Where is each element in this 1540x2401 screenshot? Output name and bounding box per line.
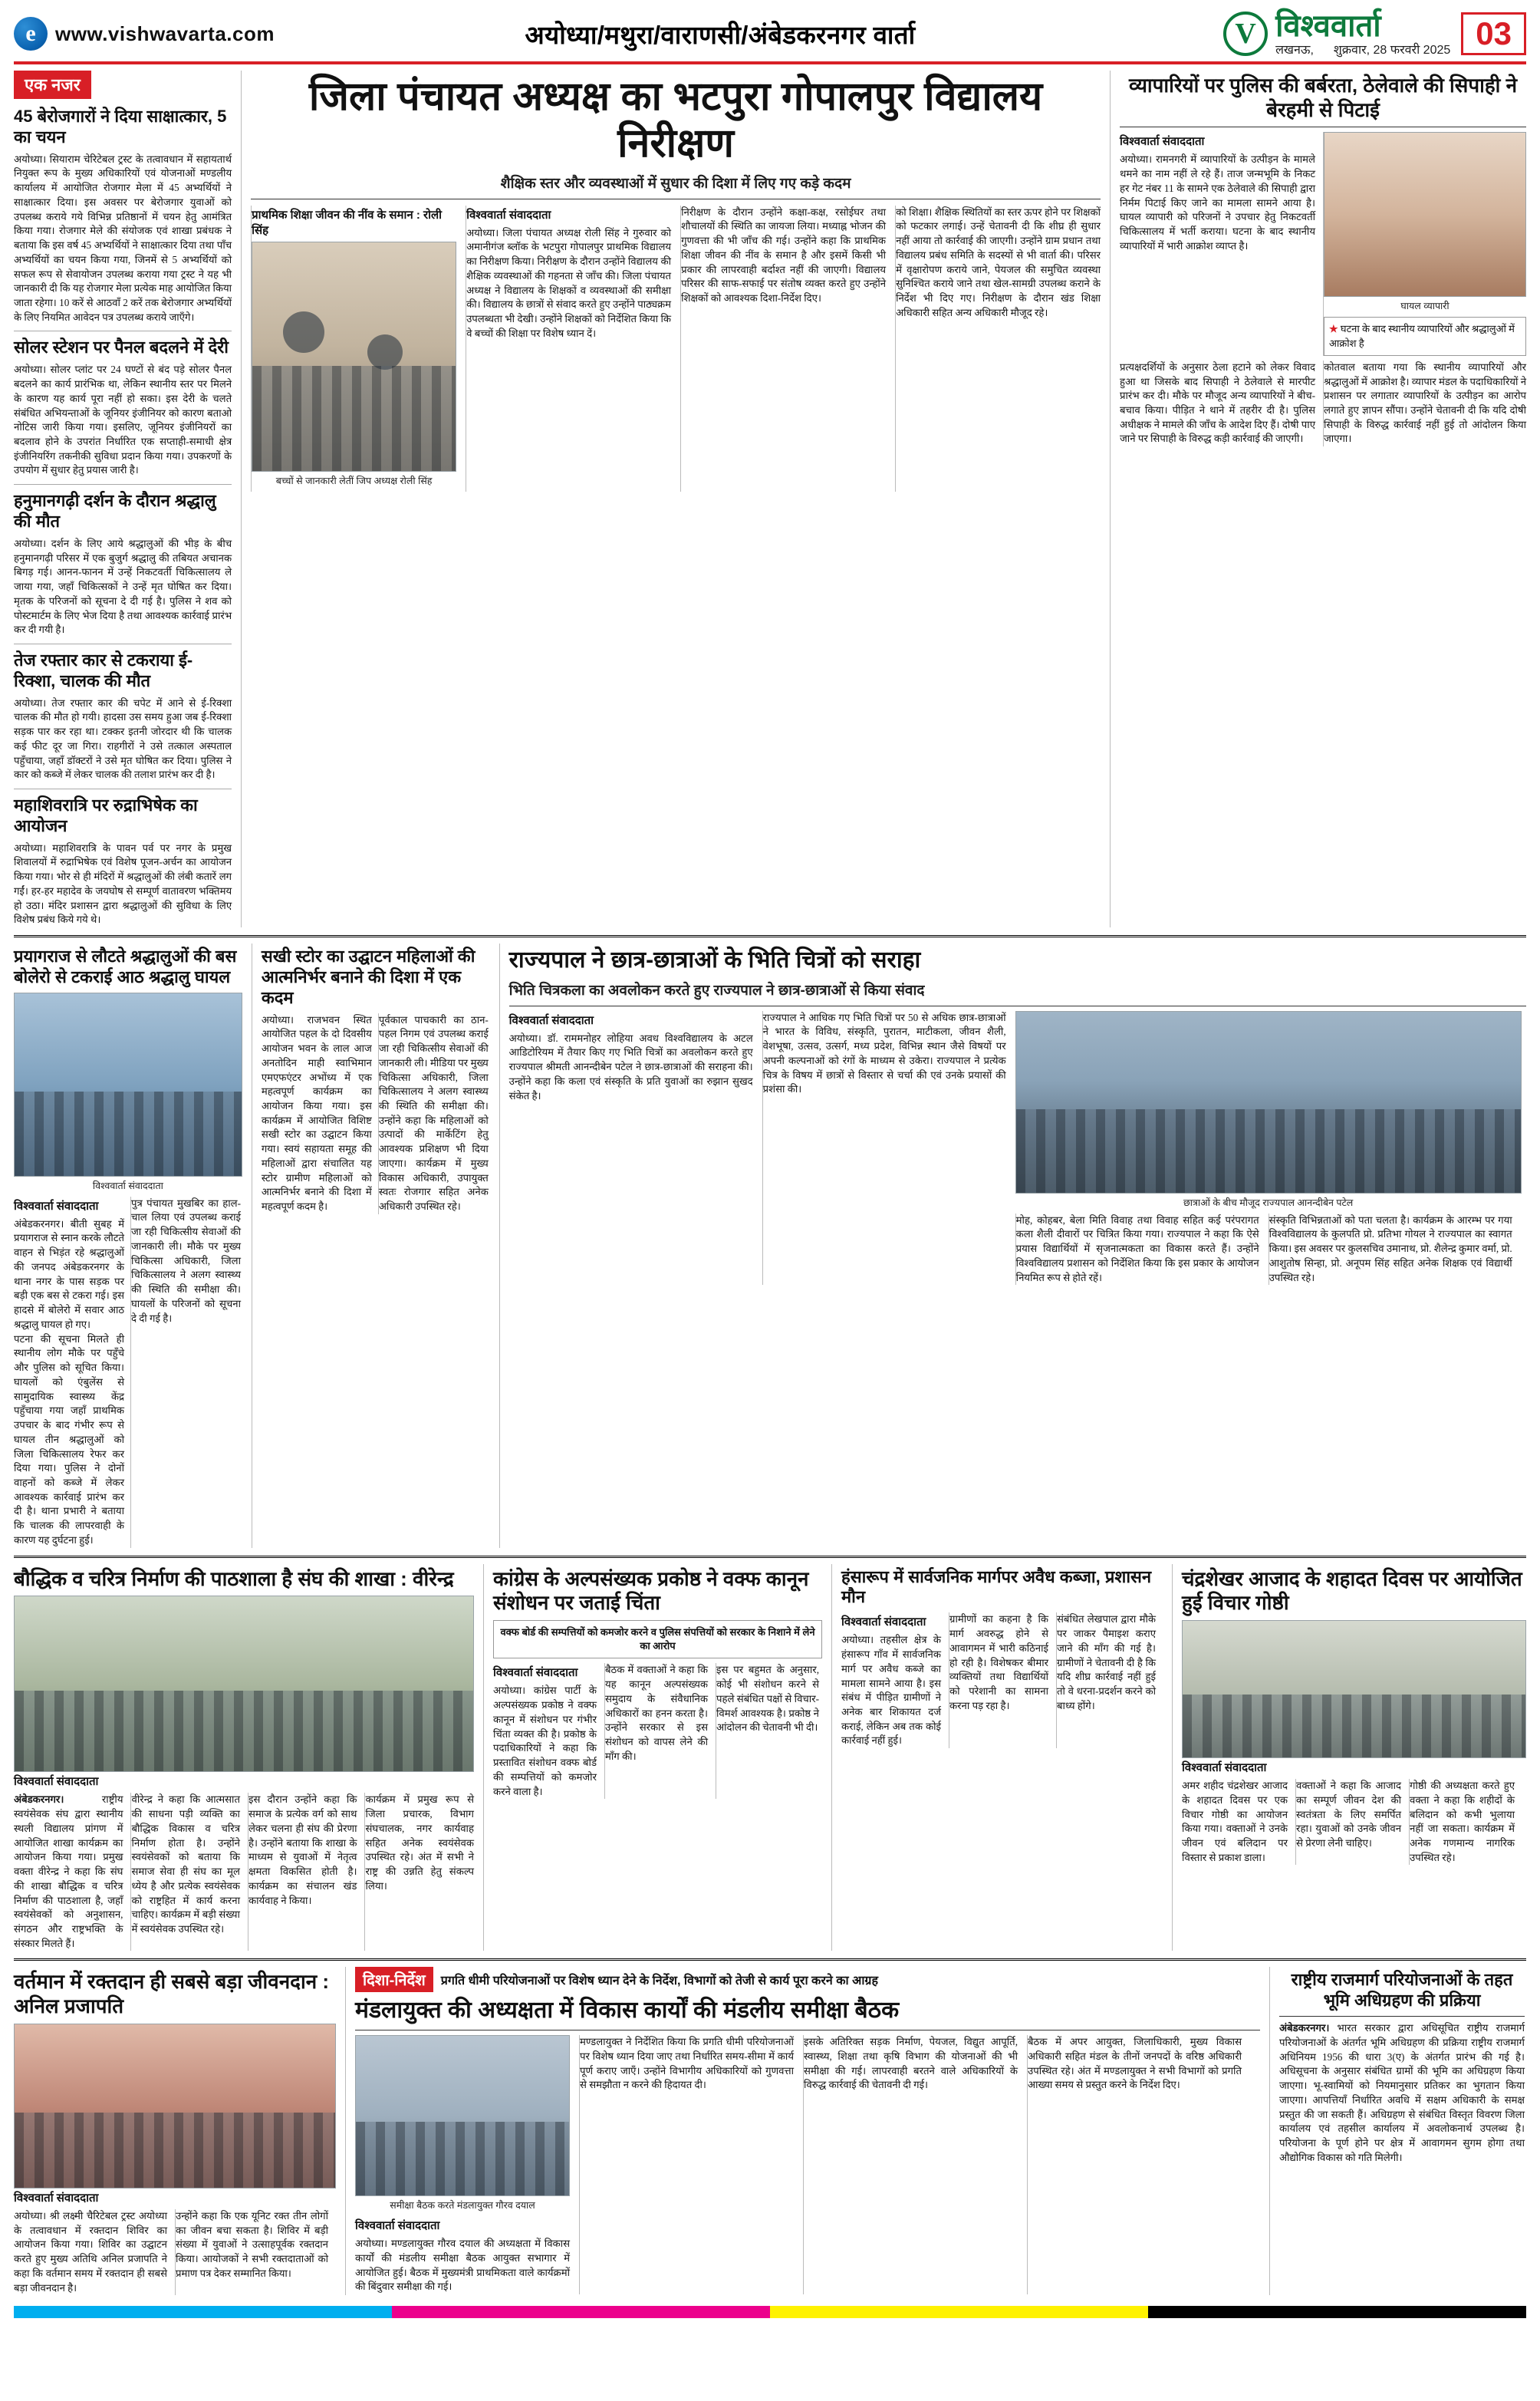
blood-byline: विश्ववार्ता संवाददाता [14,2191,99,2205]
story-review-meeting [355,1967,1260,2295]
azad-byline: विश्ववार्ता संवाददाता [1182,1761,1267,1775]
edition-title: अयोध्या/मथुरा/वाराणसी/अंबेडकरनगर वार्ता [525,20,916,49]
lead-byline: विश्ववार्ता संवाददाता [466,208,551,222]
right-top-photo [1324,132,1526,297]
blood-photo [14,2024,336,2189]
governor-col1: अयोध्या। डॉ. राममनोहर लोहिया अवध विश्वविद्यालय के अटल आडिटोरियम में तैयार किए गए भिति चित्रों का अवलोकन करते हुए राज्यपाल श्रीमती आनन्दीबेन पटेल ने छात्र-छात्राओं की सराहना की। उन्होंने कहा कि कला एवं संस्कृति के प्रति युवाओं का रुझान सुखद संकेत है। [508,1032,753,1102]
masthead-right [1097,11,1526,57]
sakhi-col2: पूर्वकाल पाचकारी का ठान-पहल निगम एवं उपलब्ध कराई जा रही चिकित्सीय सेवाओं की जानकारी ली। मीडिया पर मुख्य चिकित्सा अधिकारी, जिला चिकित्सालय ने अलग स्वास्थ्य की स्थिति की समीक्षा की। उन्होंने कहा कि महिलाओं को उत्पादों की मार्केटिंग हेतु आवश्यक प्रशिक्षण भी दिया जाएगा। कार्यक्रम में मुख्य विकास अधिकारी, उपायुक्त स्वतः रोजगार सहित अनेक अधिकारी उपस्थित रहे। [378,1013,489,1213]
row4 [14,1564,1526,1951]
governor-photo [1015,1011,1522,1194]
top-section [14,71,1526,927]
review-strip-text: प्रगति धीमी परियोजनाओं पर विशेष ध्यान देने के निर्देश, विभागों को तेजी से कार्य पूरा करने का आग्रह [440,1974,878,1988]
bus-accident-col3: पुत्र पंचायत मुखबिर का हाल-चाल लिया एवं उपलब्ध कराई जा रही चिकित्सीय सेवाओं की जानकारी ली। मौके पर मुख्य चिकित्सा अधिकारी, जिला चिकित्सालय ने अलग स्वास्थ्य की स्थिति की समीक्षा की। घायलों के परिजनों को सूचना दे दी गई है। [131,1197,241,1324]
lead-headline[interactable]: जिला पंचायत अध्यक्ष का भटपुरा गोपालपुर विद्यालय निरीक्षण [308,74,1043,166]
brief-headline-5[interactable]: महाशिवरात्रि पर रुद्राभिषेक का आयोजन [14,795,198,835]
right-top-col3: कोतवाल बताया गया कि स्थानीय व्यापारियों और श्रद्धालुओं में आक्रोश है। व्यापार मंडल के पदाधिकारियों ने प्रशासन पर लगातार व्यापारियों के उत्पीड़न का आरोप लगाते हुए ज्ञापन सौंपा। उन्होंने चेतावनी दी कि यदि दोषी सिपाही के विरुद्ध कार्रवाई नहीं हुई तो आंदोलन किया जाएगा। [1324,361,1527,445]
masthead [14,11,1526,64]
story-sangh-shakha [14,1564,474,1951]
brief-body-3: अयोध्या। दर्शन के लिए आये श्रद्धालुओं की भीड़ के बीच हनुमानगढ़ी परिसर में एक बुजुर्ग श्रद्धालु की तबियत अचानक बिगड़ गई। आनन-फानन में उन्हें निकटवर्ती चिकित्सालय ले जाया गया, जहाँ चिकित्सकों ने उन्हें मृत घोषित कर दिया। मृतक के परिजनों को सूचना दे दी गई है। पुलिस ने शव को पोस्टमार्टम के लिए भेज दिया है तथा आवश्यक कार्रवाई प्रारंभ कर दी गयी है। [14,537,232,636]
encroachment-headline[interactable]: हंसारूप में सार्वजनिक मार्गपर अवैध कब्जा, प्रशासन मौन [841,1566,1152,1607]
azad-col1: अमर शहीद चंद्रशेखर आजाद के शहादत दिवस पर एक विचार गोष्ठी का आयोजन किया गया। वक्ताओं ने उनके जीवन एवं बलिदान पर विस्तार से प्रकाश डाला। [1182,1780,1288,1863]
page-number: 03 [1461,12,1526,55]
sangh-col2: वीरेन्द्र ने कहा कि आत्मसात की साधना पड़ी व्यक्ति का बौद्धिक विकास व चरित्र निर्माण होता है। उन्होंने स्वयंसेवकों को बताया कि समाज सेवा ही संघ का मूल ध्येय है और प्रत्येक स्वयंसेवक को राष्ट्रहित में कार्य करना चाहिए। कार्यक्रम में बड़ी संख्या में स्वयंसेवक उपस्थित रहे। [131,1793,240,1935]
azad-col2: वक्ताओं ने कहा कि आजाद का सम्पूर्ण जीवन देश की स्वतंत्रता के लिए समर्पित रहा। युवाओं को उनके जीवन से प्रेरणा लेनी चाहिए। [1296,1780,1402,1849]
bus-accident-byline: विश्ववार्ता संवाददाता [14,1199,99,1213]
right-top-byline: विश्ववार्ता संवाददाता [1120,135,1205,149]
encroachment-byline: विश्ववार्ता संवाददाता [841,1615,926,1629]
lead-kicker: प्राथमिक शिक्षा जीवन की नींव के समान : रोली सिंह [252,208,443,237]
sangh-headline[interactable]: बौद्धिक व चरित्र निर्माण की पाठशाला है संघ की शाखा : वीरेन्द्र [14,1566,454,1590]
governor-byline: विश्ववार्ता संवाददाता [508,1013,594,1027]
sangh-col1: राष्ट्रीय स्वयंसेवक संघ द्वारा स्थानीय स्थली विद्यालय प्रांगण में आयोजित शाखा कार्यक्रम का आयोजन किया गया। प्रमुख वक्ता वीरेन्द्र ने कहा कि संघ की शाखा बौद्धिक व चरित्र निर्माण की पाठशाला है, जहाँ स्वयंसेवकों को अनुशासन, संगठन और राष्ट्रभक्ति के संस्कार मिलते हैं। [14,1793,123,1949]
waqf-col1: अयोध्या। कांग्रेस पार्टी के अल्पसंख्यक प्रकोष्ठ ने वक्फ कानून में संशोधन पर गंभीर चिंता व्यक्त की है। प्रकोष्ठ के पदाधिकारियों ने कहा कि प्रस्तावित संशोधन वक्फ बोर्ड की सम्पत्तियों को कमजोर करने वाला है। [493,1685,597,1797]
right-top-photo-caption: घायल व्यापारी [1400,301,1450,312]
disha-nirdesh-badge: दिशा-निर्देश [355,1967,433,1992]
brand-logo [1223,11,1450,57]
story-sakhi-store [262,944,490,1548]
cmyk-black [1148,2306,1526,2318]
sakhi-headline[interactable]: सखी स्टोर का उद्घाटन महिलाओं की आत्मनिर्भर बनाने की दिशा में एक कदम [261,947,475,1007]
sangh-dateline: अंबेडकरनगर। [14,1793,64,1806]
azad-photo [1182,1620,1526,1758]
cmyk-cyan [14,2306,392,2318]
story-encroachment [841,1564,1163,1951]
cmyk-registration-strip [14,2306,1526,2318]
governor-headline[interactable]: राज्यपाल ने छात्र-छात्राओं के भिति चित्रों को सराहा [508,947,921,973]
blood-col1: अयोध्या। श्री लक्ष्मी चैरिटेबल ट्रस्ट अयोध्या के तत्वावधान में रक्तदान शिविर का आयोजन किया गया। शिविर का उद्घाटन करते हुए मुख्य अतिथि अनिल प्रजापति ने कहा कि वर्तमान समय में रक्तदान ही सबसे बड़ा जीवनदान है। [14,2209,167,2294]
masthead-left [14,17,344,51]
brief-body-5: अयोध्या। महाशिवरात्रि के पावन पर्व पर नगर के प्रमुख शिवालयों में रुद्राभिषेक एवं विशेष पूजन-अर्चन का आयोजन किया गया। भोर से ही मंदिरों में श्रद्धालुओं की लंबी कतारें लग गईं। हर-हर महादेव के जयघोष से सम्पूर्ण वातावरण भक्तिमय हो उठा। मंदिर प्रशासन द्वारा श्रद्धालुओं की सुविधा के लिए विशेष प्रबंध किये गये थे। [14,842,232,926]
brief-headline-2[interactable]: सोलर स्टेशन पर पैनल बदलने में देरी [14,338,229,357]
encroachment-col1: अयोध्या। तहसील क्षेत्र के हंसारूप गाँव में सार्वजनिक मार्ग पर अवैध कब्जे का मामला सामने आया है। इस संबंध में पीड़ित ग्रामीणों ने अनेक बार शिकायत दर्ज कराई, लेकिन अब तक कोई कार्रवाई नहीं हुई। [841,1634,942,1747]
city-label: लखनऊ, [1275,44,1314,57]
ek-nazar-column [14,71,232,927]
review-photo-caption: समीक्षा बैठक करते मंडलायुक्त गौरव दयाल [390,2200,535,2212]
bus-accident-col1: अंबेडकरनगर। बीती सुबह में प्रयागराज से स्नान करके लौटते वाहन से भिड़ंत रहे श्रद्धालुओं की जनपद अंबेडकरनगर के थाना नगर के पास सड़क पर बड़ी एक बस से टकरा गई। इस हादसे में बोलेरो में सवार आठ श्रद्धालु घायल हो गए। [14,1217,124,1330]
row5 [14,1967,1526,2295]
row3 [14,944,1526,1548]
story-governor [509,944,1526,1548]
bus-accident-caption: विश्ववार्ता संवाददाता [92,1180,163,1191]
sangh-col3: इस दौरान उन्होंने कहा कि समाज के प्रत्येक वर्ग को साथ लेकर चलना ही संघ की प्रेरणा है। उन्होंने बताया कि शाखा के माध्यम से युवाओं में नेतृत्व क्षमता विकसित होती है। कार्यक्रम का संचालन खंड कार्यवाह ने किया। [248,1793,357,1906]
lead-story [251,71,1101,927]
ek-nazar-kicker: एक नजर [14,71,91,99]
right-top-col1: अयोध्या। रामनगरी में व्यापारियों के उत्पीड़न के मामले थमने का नाम नहीं ले रहे हैं। ताज जन्मभूमि के निकट हर गेट नंबर 11 के सामने एक ठेलेवाले की सिपाही द्वारा निर्मम पिटाई किए जाने का मामला सामने आया है। घायल व्यापारी को परिजनों ने उपचार हेतु निकटवर्ती चिकित्सालय में भर्ती कराया। घटना के बाद स्थानीय व्यापारियों में भारी आक्रोश व्याप्त है। [1120,153,1316,252]
right-top-col2: प्रत्यक्षदर्शियों के अनुसार ठेला हटाने को लेकर विवाद हुआ था जिसके बाद सिपाही ने ठेलेवाले से मारपीट प्रारंभ कर दी। मौके पर मौजूद अन्य व्यापारियों ने बीच-बचाव किया। पीड़ित ने थाने में तहरीर दी है। पुलिस अधीक्षक ने मामले की जाँच के आदेश दिए हैं। दोषी पाए जाने पर सिपाही के विरुद्ध कड़ी कार्रवाई की जाएगी। [1120,361,1316,445]
governor-col2: राज्यपाल ने आधिक गए भिति चित्रों पर 50 से अधिक छात्र-छात्राओं ने भारत के विविध, संस्कृति, पुरातन, माटीकला, जीवन शैली, वेशभूषा, उत्सव, उत्सर्ग, मध्य प्रदेश, विभिन्न स्थान जैसे विषयों पर अपनी कल्पनाओं को रंगों के माध्यम से उकेरा। राज्यपाल ने प्रत्येक चित्र के विषय में छात्रों से विस्तार से चर्चा की एवं उनके प्रयासों की प्रशंसा की। [762,1011,1006,1095]
right-top-headline[interactable]: व्यापारियों पर पुलिस की बर्बरता, ठेलेवाले की सिपाही ने बेरहमी से पिटाई [1128,74,1518,121]
review-byline: विश्ववार्ता संवाददाता [355,2219,440,2233]
governor-col3: मोह, कोहबर, बेला मिति विवाह तथा विवाह सहित कई परंपरागत कला शैली दीवारों पर चित्रित किया गया। राज्यपाल ने कहा कि ऐसे प्रयास विद्यार्थियों में सृजनात्मकता का विकास करते हैं। उन्होंने विश्वविद्यालय प्रशासन को निर्देशित किया कि इस प्रकार के आयोजन नियमित रूप से होते रहें। [1015,1214,1259,1283]
waqf-col2: बैठक में वक्ताओं ने कहा कि यह कानून अल्पसंख्यक समुदाय के संवैधानिक अधिकारों का हनन करता है। उन्होंने सरकार से इस संशोधन को वापस लेने की माँग की। [605,1664,708,1762]
review-col2: मण्डलायुक्त ने निर्देशित किया कि प्रगति धीमी परियोजनाओं पर विशेष ध्यान दिया जाए तथा निर्धारित समय-सीमा में कार्य पूर्ण कराए जाएँ। उन्होंने विभागीय अधिकारियों को गुणवत्ता से समझौता न करने की हिदायत दी। [580,2036,794,2091]
brief-headline-1[interactable]: 45 बेरोजगारों ने दिया साक्षात्कार, 5 का चयन [14,107,227,147]
brief-body-1: अयोध्या। सियाराम चेरिटेबल ट्रस्ट के तत्वावधान में सहायतार्थ नियुक्त रूप के मुख्य अधिकारियों एवं योजनाओं मण्डलीय कार्यालय में आयोजित रोजगार मेला में 45 अभ्यर्थियों ने साक्षात्कार दिया। इस अवसर पर बेरोजगार युवाओं को उपलब्ध कराये गये विभिन्न प्रतिष्ठानों में चयन हेतु आमंत्रित किया गया। रोजगार मेले की संयोजक एवं शाखा प्रबंधक ने बताया कि इस वर्ष 45 अभ्यर्थियों ने साक्षात्कार दिया तथा पाँच अभ्यर्थियों का चयन किया गया, जिनमें से 5 अभ्यर्थियों को सफल रूप से सेवायोजन उपलब्ध कराया गया ट्रस्ट ने यह भी जानकारी दी कि यह रोजगार मेला प्रत्येक माह आयोजित किया जाता रहेगा। 10 करें से आठवाँ 2 करें तक बेरोजगार अभ्यर्थियों के लिए नियमित आवेदन पत्र उपलब्ध कराये जाएँगे। [14,153,232,323]
brief-headline-3[interactable]: हनुमानगढ़ी दर्शन के दौरान श्रद्धालु की मौत [14,491,216,531]
review-col1: अयोध्या। मण्डलायुक्त गौरव दयाल की अध्यक्षता में विकास कार्यों की मंडलीय समीक्षा बैठक आयुक्त सभागार में आयोजित हुई। बैठक में मुख्यमंत्री प्राथमिकता वाले कार्यक्रमों की बिंदुवार समीक्षा की गई। [355,2238,570,2293]
globe-icon: e [14,17,48,51]
highway-headline[interactable]: राष्ट्रीय राजमार्ग परियोजनाओं के तहत भूमि अधिग्रहण की प्रक्रिया [1291,1970,1513,2011]
sangh-byline: विश्ववार्ता संवाददाता [14,1775,99,1789]
bus-accident-col2: पटना की सूचना मिलते ही स्थानीय लोग मौके पर पहुँचे और पुलिस को सूचित किया। घायलों को एंबुलेंस से सामुदायिक स्वास्थ्य केंद्र पहुँचाया गया जहाँ प्राथमिक उपचार के बाद गंभीर रूप से घायल तीन श्रद्धालुओं को जिला चिकित्सालय रेफर कर दिया गया। पुलिस ने दोनों वाहनों को कब्जे में लेकर आवश्यक कार्रवाई प्रारंभ कर दी है। थाना प्रभारी ने बताया कि चालक की लापरवाही के कारण यह दुर्घटना हुई। [14,1332,124,1546]
cmyk-magenta [392,2306,770,2318]
website-url[interactable]: www.vishwavarta.com [55,21,275,45]
brand-name: विश्ववार्ता [1275,9,1381,43]
waqf-byline: विश्ववार्ता संवाददाता [493,1666,578,1680]
review-photo [355,2035,570,2196]
review-col4: बैठक में अपर आयुक्त, जिलाधिकारी, मुख्य विकास अधिकारी सहित मंडल के तीनों जनपदों के वरिष्ठ अधिकारी उपस्थित रहे। अंत में मण्डलायुक्त ने सभी विभागों को प्रगति आख्या समय से प्रस्तुत करने के निर्देश दिए। [1028,2036,1242,2091]
story-azad [1182,1564,1526,1951]
story-highway-land [1279,1967,1525,2295]
date-label: शुक्रवार, 28 फरवरी 2025 [1333,44,1451,57]
bus-accident-headline[interactable]: प्रयागराज से लौटते श्रद्धालुओं की बस बोलेरो से टकराई आठ श्रद्धालु घायल [14,947,237,986]
highway-dateline: अंबेडकरनगर। [1279,2022,1330,2034]
review-headline[interactable]: मंडलायुक्त की अध्यक्षता में विकास कार्यों की मंडलीय समीक्षा बैठक [355,1998,900,2024]
story-blood-donation [14,1967,336,2295]
right-top-story [1120,71,1526,927]
encroachment-col3: संबंधित लेखपाल द्वारा मौके पर जाकर पैमाइश कराए जाने की माँग की गई है। ग्रामीणों ने चेतावनी दी है कि यदि शीघ्र कार्रवाई नहीं हुई तो वे धरना-प्रदर्शन करने को बाध्य होंगे। [1057,1613,1157,1711]
brief-headline-4[interactable]: तेज रफ्तार कार से टकराया ई-रिक्शा, चालक की मौत [14,650,193,690]
sakhi-col1: अयोध्या। राजभवन स्थित आयोजित पहल के दो दिवसीय आयोजन भवन के लाल आज अनतोदिन माही स्वाभिमान एमएफएंटर अभोंध्य में एक महत्वपूर्ण कार्यक्रम का आयोजन किया गया। इस कार्यक्रम में आयोजित विशिष्ट सखी स्टोर का उद्घाटन किया गया। स्वयं सहायता समूह की महिलाओं द्वारा संचालित यह स्टोर ग्रामीण महिलाओं को आत्मनिर्भर बनाने की दिशा में महत्वपूर्ण कदम है। [261,1013,372,1213]
governor-photo-caption: छात्राओं के बीच मौजूद राज्यपाल आनन्दीबेन पटेल [1183,1197,1354,1208]
v-monogram-icon: V [1223,12,1268,56]
brief-body-4: अयोध्या। तेज रफ्तार कार की चपेट में आने से ई-रिक्शा चालक की मौत हो गयी। हादसा उस समय हुआ जब ई-रिक्शा सड़क पार कर रहा था। टक्कर इतनी जोरदार थी कि चालक कई फीट दूर जा गिरा। राहगीरों ने उसे तत्काल अस्पताल पहुँचाया, जहाँ डॉक्टरों ने उसे मृत घोषित कर दिया। पुलिस ने कार को कब्जे में लेकर चालक की तलाश प्रारंभ कर दी है। [14,697,232,781]
bullet-star-icon: ★ [1329,323,1338,335]
brief-body-2: अयोध्या। सोलर प्लांट पर 24 घण्टों से बंद पड़े सोलर पैनल बदलने का कार्य प्रारंभिक था, लेकिन स्थानीय स्तर पर मिलने के कारण यह कार्य पूरा नहीं हो सका। इस देरी के चलते संबंधित अभियन्ताओं के जूनियर इंजीनियर को कारण बताओ नोटिस जारी किया गया। इसलिए, जूनियर इंजीनियरों का बदलाव होने के उपरांत निर्धारित एक सप्ताही-समाधी क्षेत्र इंजीनियरिंग तकनीकी सुविधा प्रदान किया गया। उपकरणों के उपयोग में सुधार हेतु प्रयास जारी है। [14,364,232,476]
waqf-col3: इस पर बहुमत के अनुसार, कोई भी संशोधन करने से पहले संबंधित पक्षों से विचार-विमर्श आवश्यक है। प्रकोष्ठ ने आंदोलन की चेतावनी भी दी। [716,1664,819,1734]
story-bus-accident [14,944,242,1548]
review-col3: इसके अतिरिक्त सड़क निर्माण, पेयजल, विद्युत आपूर्ति, स्वास्थ्य, शिक्षा तथा कृषि विभाग की योजनाओं की भी समीक्षा की गई। लापरवाही बरतने वाले अधिकारियों के विरुद्ध कार्रवाई की चेतावनी दी गई। [804,2036,1018,2091]
blood-headline[interactable]: वर्तमान में रक्तदान ही सबसे बड़ा जीवनदान : अनिल प्रजापति [14,1970,330,2018]
sangh-photo [14,1596,474,1772]
azad-col3: गोष्ठी की अध्यक्षता करते हुए वक्ता ने कहा कि शहीदों के बलिदान को कभी भुलाया नहीं जा सकता। कार्यक्रम में अनेक गणमान्य नागरिक उपस्थित रहे। [1410,1780,1515,1863]
bus-accident-photo [14,993,242,1177]
sangh-col4: कार्यक्रम में प्रमुख रूप से जिला प्रचारक, विभाग संघचालक, नगर कार्यवाह सहित अनेक स्वयंसेवक उपस्थित रहे। अंत में सभी ने राष्ट्र की उन्नति हेतु संकल्प लिया। [365,1793,474,1892]
waqf-subhead: वक्फ बोर्ड की सम्पत्तियों को कमजोर करने व पुलिस संपत्तियों को सरकार के निशाने में लेने का आरोप [493,1620,822,1658]
right-top-bullet [1324,317,1526,355]
azad-headline[interactable]: चंद्रशेखर आजाद के शहादत दिवस पर आयोजित हुई विचार गोष्ठी [1182,1566,1522,1615]
waqf-headline[interactable]: कांग्रेस के अल्पसंख्यक प्रकोष्ठ ने वक्फ कानून संशोधन पर जताई चिंता [493,1566,809,1615]
lead-photo-caption: बच्चों से जानकारी लेतीं जिप अध्यक्ष रोली सिंह [275,475,433,486]
lead-col3: को शिक्षा। शैक्षिक स्थितियों का स्तर ऊपर होने पर शिक्षकों को फटकार लगाई। उन्हें चेतावनी दी कि शीघ्र ही सुधार नहीं आया तो कार्रवाई की जाएगी। उन्होंने ग्राम प्रधान तथा विद्यालय प्रबंध समिति के सदस्यों से भी वार्ता की। परिसर में वृक्षारोपण कराये जाने, पेयजल की समुचित व्यवस्था सुनिश्चित कराये जाने तथा खेल-सामग्री उपलब्ध कराने के निर्देश भी दिए गए। निरीक्षण के दौरान खंड शिक्षा अधिकारी सहित अन्य अधिकारी मौजूद रहे। [896,206,1101,318]
encroachment-col2: ग्रामीणों का कहना है कि मार्ग अवरुद्ध होने से आवागमन में भारी कठिनाई हो रही है। विशेषकर बीमार व्यक्तियों तथा विद्यार्थियों को परेशानी का सामना करना पड़ रहा है। [949,1613,1049,1711]
governor-subhead: भिति चित्रकला का अवलोकन करते हुए राज्यपाल ने छात्र-छात्राओं से किया संवाद [508,982,925,999]
highway-body: भारत सरकार द्वारा अधिसूचित राष्ट्रीय राजमार्ग परियोजनाओं के अंतर्गत भूमि अधिग्रहण की प्रक्रिया राष्ट्रीय राजमार्ग अधिनियम 1956 की धारा 3(ए) के अंतर्गत प्रारंभ की गई है। अधिसूचना के अनुसार संबंधित ग्रामों की भूमि का अधिग्रहण किया जाएगा। भू-स्वामियों को नियमानुसार प्रतिकर का भुगतान किया जाएगा। आपत्तियाँ निर्धारित अवधि में सक्षम अधिकारी के समक्ष प्रस्तुत की जा सकती हैं। अधिग्रहण से संबंधित विस्तृत विवरण जिला कार्यालय एवं तहसील कार्यालय में अवलोकनार्थ उपलब्ध है। परियोजना के पूर्ण होने पर क्षेत्र में आवागमन सुगम होगा तथा औद्योगिक विकास को गति मिलेगी। [1279,2022,1525,2163]
cmyk-yellow [770,2306,1148,2318]
story-waqf [493,1564,822,1951]
lead-col1: अयोध्या। जिला पंचायत अध्यक्ष रोली सिंह ने गुरुवार को अमानीगंज ब्लॉक के भटपुरा गोपालपुर प्राथमिक विद्यालय का निरीक्षण किया। निरीक्षण के दौरान उन्होंने विद्यालय की शैक्षिक व्यवस्थाओं की गहनता से जाँच की। जिला पंचायत अध्यक्ष ने विद्यालय के शिक्षकों व व्यवस्थाओं की समीक्षा की। विद्यालय के छात्रों से संवाद करते हुए उन्होंने पाठ्यक्रम उपलब्धता भी देखी। उन्होंने शिक्षकों को निर्देशित किया कि वे बच्चों की शिक्षा पर विशेष ध्यान दें। [466,226,672,339]
governor-col4: संस्कृति विभिन्नताओं को पता चलता है। कार्यक्रम के आरम्भ पर गया विश्वविद्यालय के कुलपति प्रो. प्रतिभा गोयल ने राज्यपाल का स्वागत किया। इस अवसर पर कुलसचिव उमानाथ, प्रो. शैलेन्द्र कुमार वर्मा, प्रो. आशुतोष सिन्हा, प्रो. अनूपम सिंह सहित अनेक शिक्षक एवं विद्यार्थी उपस्थित रहे। [1269,1214,1512,1283]
lead-col2: निरीक्षण के दौरान उन्होंने कक्षा-कक्ष, रसोईघर तथा शौचालयों की स्थिति का जायजा लिया। मध्याह्न भोजन की गुणवत्ता की भी जाँच की गई। उन्होंने कहा कि प्राथमिक शिक्षा जीवन की नींव के समान है और इसमें किसी भी प्रकार की लापरवाही बर्दाश्त नहीं की जाएगी। विद्यालय परिसर की साफ-सफाई पर संतोष व्यक्त करते हुए उन्होंने शिक्षकों को आवश्यक दिशा-निर्देश दिए। [681,206,887,305]
lead-subhead: शैक्षिक स्तर और व्यवस्थाओं में सुधार की दिशा में लिए गए कड़े कदम [500,175,851,192]
lead-photo [252,242,456,472]
right-top-bullet-text: घटना के बाद स्थानीय व्यापारियों और श्रद्धालुओं में आक्रोश है [1329,323,1515,349]
blood-col2: उन्होंने कहा कि एक यूनिट रक्त तीन लोगों का जीवन बचा सकता है। शिविर में बड़ी संख्या में युवाओं ने उत्साहपूर्वक रक्तदान किया। आयोजकों ने सभी रक्तदाताओं को प्रमाण पत्र देकर सम्मानित किया। [176,2209,328,2279]
